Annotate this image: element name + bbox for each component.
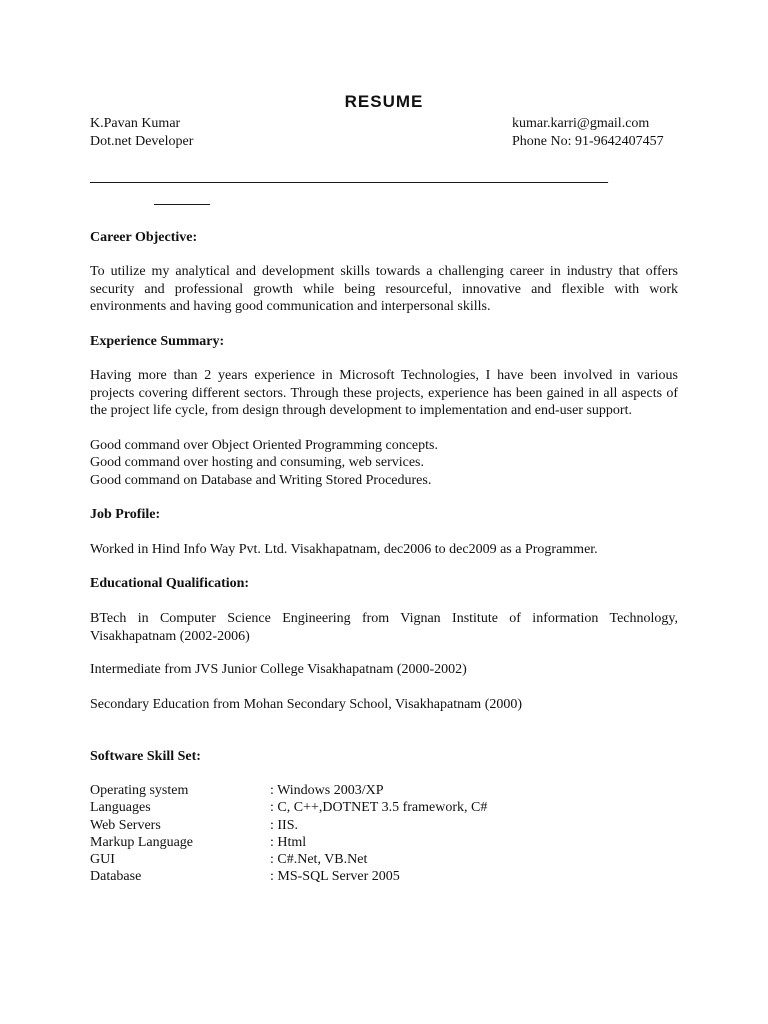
experience-point: Good command over hosting and consuming, web services. [90,455,424,470]
job-profile-text: Worked in Hind Info Way Pvt. Ltd. Visakhapatnam, dec2006 to dec2009 as a Programmer. [90,542,598,557]
career-objective-heading: Career Objective: [90,230,198,245]
document-title: RESUME [344,92,424,111]
skills-table [90,782,678,886]
header-row-2 [90,133,678,151]
skill-row [90,799,678,816]
header-row-1 [90,115,678,133]
skill-row [90,851,678,868]
skill-value: : MS-SQL Server 2005 [270,869,400,885]
skill-row [90,817,678,834]
job-profile-heading: Job Profile: [90,507,161,522]
skill-value: : C#.Net, VB.Net [270,852,368,868]
education-heading: Educational Qualification: [90,576,250,591]
candidate-role: Dot.net Developer [90,134,194,149]
skill-label: GUI [90,852,115,868]
skills-heading: Software Skill Set: [90,749,201,764]
skill-label: Database [90,869,142,885]
education-item: BTech in Computer Science Engineering from Vignan Institute of information Technology, Visakhapatnam (2002-2006) [90,611,678,644]
experience-summary-text: Having more than 2 years experience in Microsoft Technologies, I have been involved in various projects covering different sectors. Through these projects, experience has been gained in all aspects of the project life cycle, from design through development to implementation and end-user support. [90,368,678,418]
candidate-email: kumar.karri@gmail.com [512,116,650,131]
skill-label: Markup Language [90,834,194,850]
skill-row [90,868,678,885]
separator-line-continuation: ________ [154,192,210,207]
skill-value: : Html [270,834,307,850]
candidate-phone: Phone No: 91-9642407457 [512,134,664,149]
skill-value: : IIS. [270,817,298,833]
experience-summary-heading: Experience Summary: [90,334,225,349]
candidate-name: K.Pavan Kumar [90,116,181,131]
skill-label: Languages [90,800,151,816]
skill-value: : C, C++,DOTNET 3.5 framework, C# [270,800,488,816]
experience-point: Good command over Object Oriented Programming concepts. [90,438,438,453]
skill-row [90,834,678,851]
education-item: Intermediate from JVS Junior College Visakhapatnam (2000-2002) [90,662,467,677]
separator-line: __________________________________________________________________________ [90,170,608,185]
skill-label: Operating system [90,783,189,798]
skill-row [90,782,678,799]
skill-value: : Windows 2003/XP [270,783,384,798]
experience-point: Good command on Database and Writing Stored Procedures. [90,473,432,488]
career-objective-text: To utilize my analytical and development skills towards a challenging career in industry that offers security and professional growth while being resourceful, innovative and flexible with work environments and having good communication and interpersonal skills. [90,264,678,314]
skill-label: Web Servers [90,817,161,833]
education-item: Secondary Education from Mohan Secondary School, Visakhapatnam (2000) [90,697,523,712]
